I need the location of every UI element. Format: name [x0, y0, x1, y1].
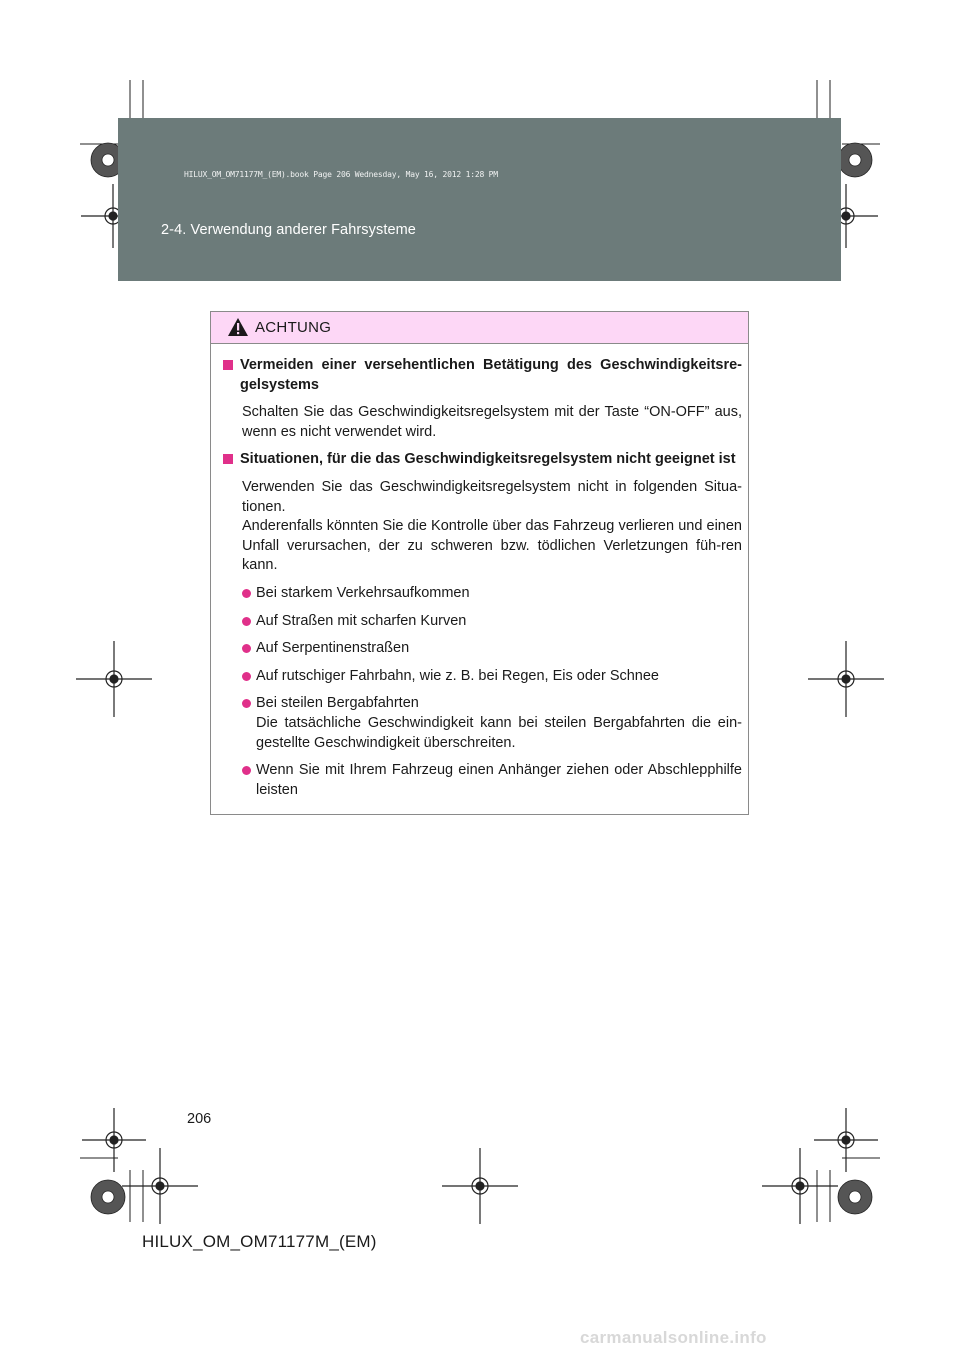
page-number: 206	[187, 1111, 212, 1127]
paragraph-line: Verwenden Sie das Geschwindigkeitsregelsystem nicht in folgenden Situa-tionen.	[242, 478, 742, 515]
paragraph: Schalten Sie das Geschwindigkeitsregelsystem mit der Taste “ON-OFF” aus, wenn es nicht verwendet wird.	[242, 404, 742, 440]
list-item-text: Bei steilen Bergabfahrten	[256, 695, 419, 712]
paragraph	[242, 478, 742, 576]
warning-body	[211, 344, 748, 800]
list-item-text: Bei starkem Verkehrsaufkommen	[256, 584, 470, 601]
list-item-content	[256, 694, 742, 753]
paragraph-line: Anderenfalls könnten Sie die Kontrolle über das Fahrzeug verlieren und einen Unfall verursachen, der zu schweren bzw. tödlichen Verletzungen füh-ren kann.	[242, 518, 742, 574]
header-bar	[118, 118, 841, 281]
list-item-text: Auf Straßen mit scharfen Kurven	[256, 612, 467, 629]
round-bullet-icon	[242, 617, 251, 626]
list-item	[242, 584, 742, 604]
round-bullet-icon	[242, 766, 251, 775]
round-bullet-icon	[242, 589, 251, 598]
list-item-note: Die tatsächliche Geschwindigkeit kann bei steilen Bergabfahrten die ein-gestellte Geschwindigkeit überschreiten.	[256, 714, 742, 751]
list-item-text: Auf Serpentinenstraßen	[256, 640, 410, 657]
warning-triangle-icon	[227, 317, 249, 337]
list-item-text: Auf rutschiger Fahrbahn, wie z. B. bei Regen, Eis oder Schnee	[256, 667, 659, 684]
round-bullet-icon	[242, 644, 251, 653]
topic-heading	[223, 356, 742, 395]
topic-title: Situationen, für die das Geschwindigkeitsregelsystem nicht geeignet ist	[240, 451, 736, 468]
list-item	[242, 612, 742, 632]
list-item	[242, 694, 742, 753]
square-bullet-icon	[223, 454, 233, 464]
list-item	[242, 667, 742, 687]
list-item-text: Wenn Sie mit Ihrem Fahrzeug einen Anhänger ziehen oder Abschlepphilfe leisten	[256, 762, 742, 798]
list-item	[242, 761, 742, 800]
section-title: 2-4. Verwendung anderer Fahrsysteme	[161, 222, 416, 238]
topic-heading	[223, 450, 742, 470]
square-bullet-icon	[223, 360, 233, 370]
warning-header	[211, 312, 748, 344]
document-code: HILUX_OM_OM71177M_(EM)	[142, 1232, 377, 1251]
topic-title: Vermeiden einer versehentlichen Betätigung des Geschwindigkeitsre-gelsystems	[240, 357, 742, 393]
warning-box	[210, 311, 749, 815]
print-info: HILUX_OM_OM71177M_(EM).book Page 206 Wednesday, May 16, 2012 1:28 PM	[184, 170, 498, 179]
watermark: carmanualsonline.info	[580, 1328, 767, 1347]
list-item	[242, 639, 742, 659]
round-bullet-icon	[242, 672, 251, 681]
round-bullet-icon	[242, 699, 251, 708]
warning-title: ACHTUNG	[255, 319, 332, 336]
